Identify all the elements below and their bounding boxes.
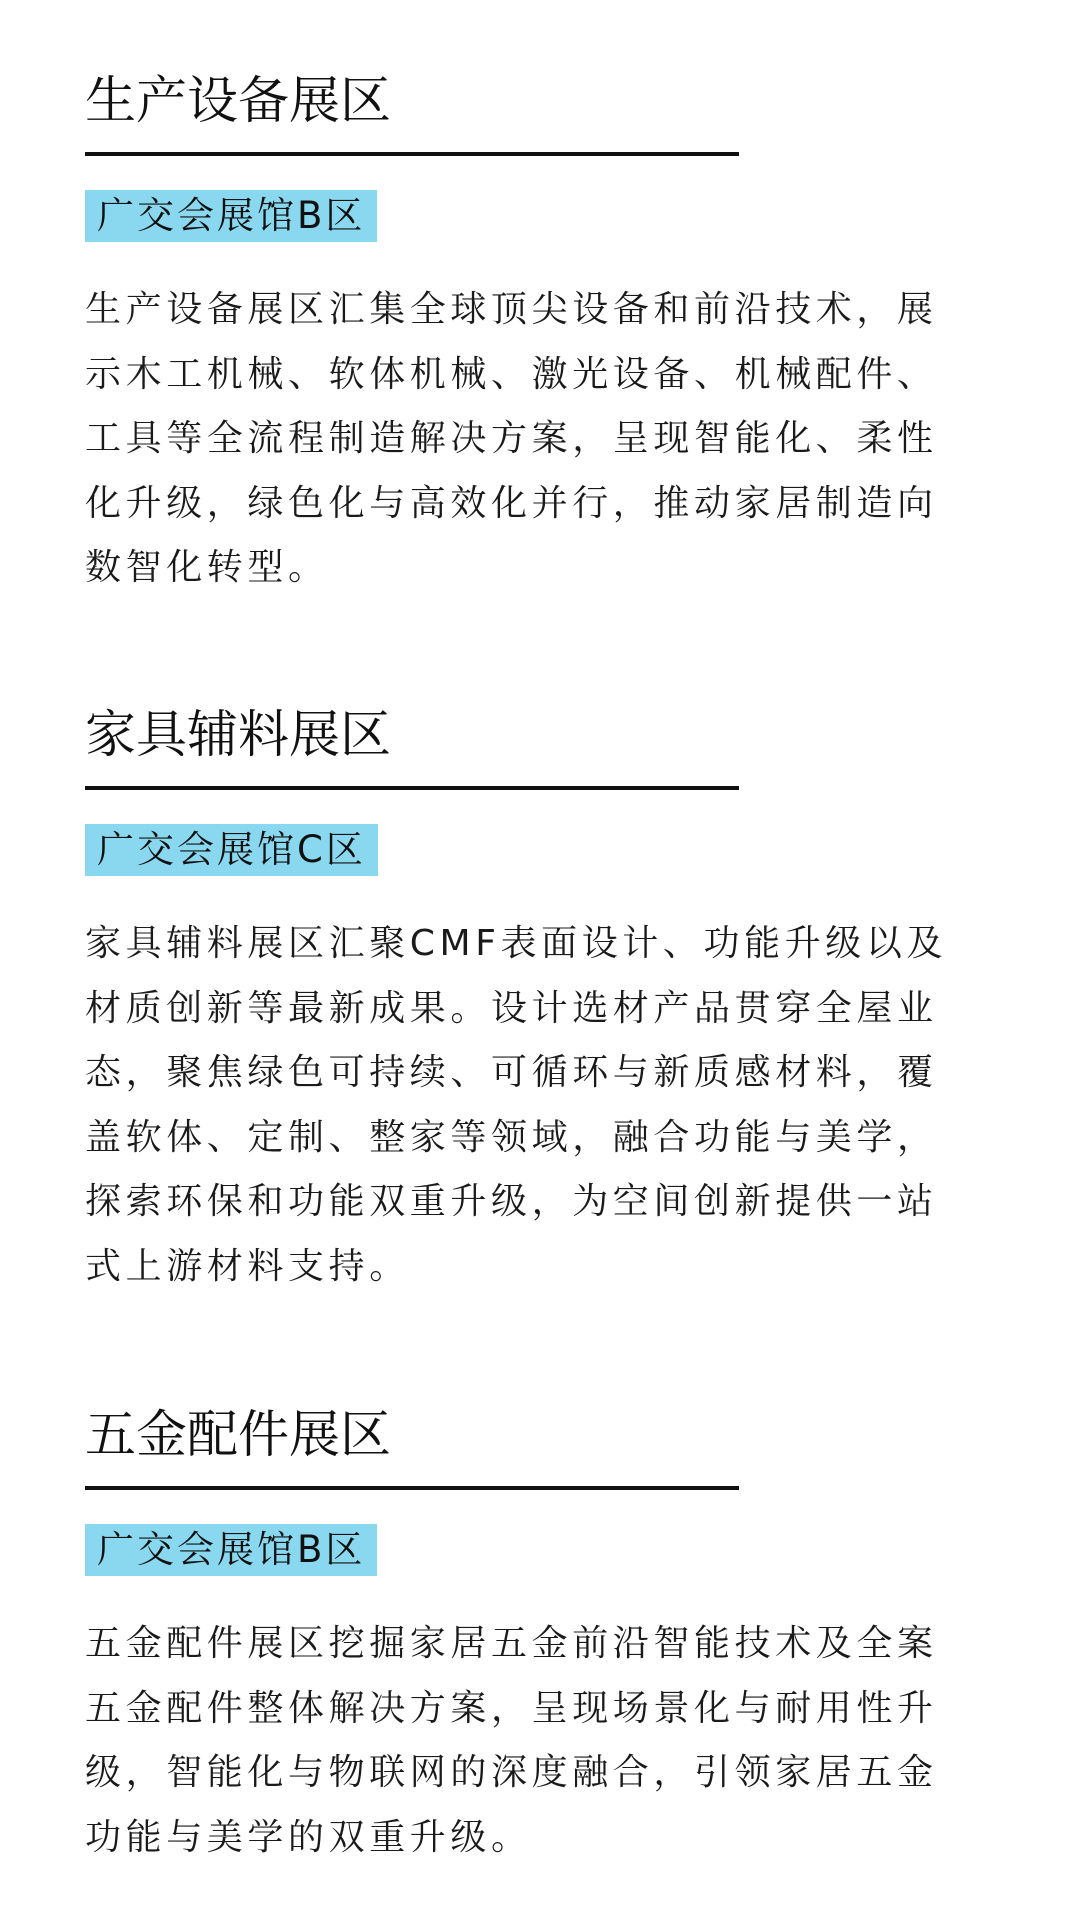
description-line: 级，智能化与物联网的深度融合，引领家居五金 [85,1752,938,1793]
description-line: 材质创新等最新成果。设计选材产品贯穿全屋业 [85,987,938,1029]
description-line: 功能与美学的双重升级。 [85,1816,532,1858]
zone-section-furniture-accessories [85,706,1005,1299]
zone-title: 家具辅料展区 [85,706,392,765]
description-line: 生产设备展区汇集全球顶尖设备和前沿技术，展 [85,289,938,330]
description-line: 式上游材料支持。 [85,1245,410,1287]
title-divider [85,152,739,156]
description-line: 家具辅料展区汇聚CMF表面设计、功能升级以及 [85,923,948,964]
zone-title: 五金配件展区 [85,1406,392,1465]
description-line: 化升级，绿色化与高效化并行，推动家居制造向 [85,482,938,524]
description-line: 探索环保和功能双重升级，为空间创新提供一站 [85,1181,938,1222]
title-divider [85,1486,739,1490]
hall-location-badge: 广交会展馆C区 [85,824,378,876]
hall-location-badge: 广交会展馆B区 [85,190,377,242]
zone-description [85,1612,1005,1870]
zone-section-hardware [85,1406,1005,1870]
zone-section-production-equipment [85,72,1005,601]
zone-description [85,278,1005,601]
description-line: 五金配件展区挖掘家居五金前沿智能技术及全案 [85,1623,938,1664]
description-line: 工具等全流程制造解决方案，呈现智能化、柔性 [85,418,938,459]
zone-title: 生产设备展区 [85,72,392,131]
zone-description [85,912,1005,1299]
description-line: 示木工机械、软体机械、激光设备、机械配件、 [85,353,938,395]
description-line: 数智化转型。 [85,547,329,588]
description-line: 五金配件整体解决方案，呈现场景化与耐用性升 [85,1687,938,1729]
title-divider [85,786,739,790]
hall-location-badge: 广交会展馆B区 [85,1524,377,1576]
description-line: 盖软体、定制、整家等领域，融合功能与美学， [85,1116,938,1158]
description-line: 态，聚焦绿色可持续、可循环与新质感材料，覆 [85,1052,938,1093]
